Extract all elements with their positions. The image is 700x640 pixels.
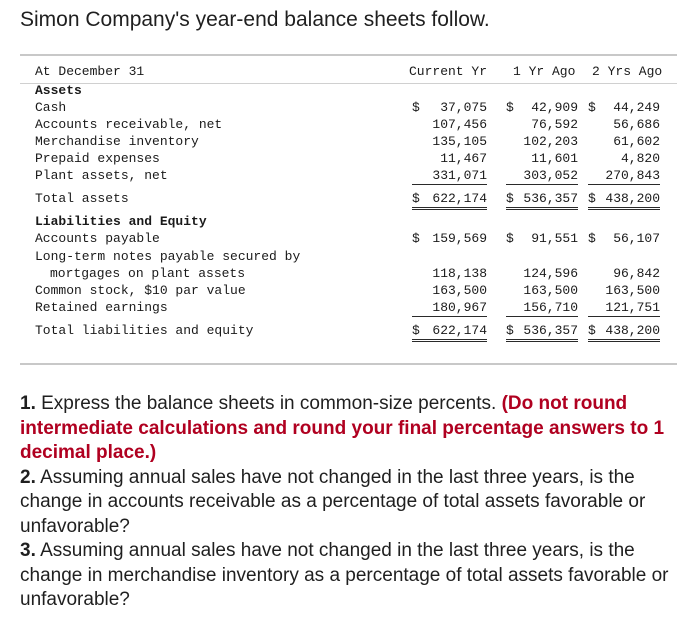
value-2yr: 56,686 xyxy=(613,117,660,132)
question-number: 1. xyxy=(20,393,36,414)
question-number: 3. xyxy=(20,540,36,561)
currency-sign: $ xyxy=(588,191,596,206)
question-text: Assuming annual sales have not changed in the last three years, is the change in merchandise inventory as a percentage of total assets favorable or unfavorable? xyxy=(20,540,669,610)
value-1yr: $ 91,551 xyxy=(506,231,578,246)
value-1yr: 11,601 xyxy=(531,151,578,166)
currency-sign: $ xyxy=(412,191,420,206)
question-text: Assuming annual sales have not changed in the last three years, is the change in accounts receivable as a percentage of total assets favorable or unfavorable? xyxy=(20,466,646,537)
value-2yr: 121,751 xyxy=(588,299,660,317)
liabilities-heading-row xyxy=(20,213,677,230)
assets-heading: Assets xyxy=(35,83,82,98)
balance-sheet-table xyxy=(20,54,677,365)
header-current-yr: Current Yr xyxy=(409,64,488,79)
currency-sign: $ xyxy=(506,231,514,246)
value-1yr: $ 536,357 xyxy=(506,190,578,210)
row-label: Long-term notes payable secured by xyxy=(35,249,301,264)
currency-sign: $ xyxy=(588,100,596,115)
value-1yr: $ 536,357 xyxy=(506,322,578,342)
value-current: $ 159,569 xyxy=(412,231,487,246)
value-2yr: $ 438,200 xyxy=(588,322,660,342)
header-2yrs-ago: 2 Yrs Ago xyxy=(592,64,663,79)
row-label: Common stock, $10 par value xyxy=(35,283,246,298)
question-text: Express the balance sheets in common-size percents. xyxy=(35,393,502,414)
currency-sign: $ xyxy=(506,191,514,206)
value-current: $ 622,174 xyxy=(412,190,487,210)
value-current: 107,456 xyxy=(432,117,487,132)
table-row xyxy=(20,99,677,116)
table-row xyxy=(20,265,677,282)
row-label: Accounts receivable, net xyxy=(35,117,223,132)
value-1yr: 163,500 xyxy=(523,283,578,298)
value-2yr: $ 438,200 xyxy=(588,190,660,210)
table-row xyxy=(20,150,677,167)
currency-sign: $ xyxy=(506,100,514,115)
question-number: 2. xyxy=(20,466,36,488)
page-heading: Simon Company's year-end balance sheets follow. xyxy=(20,8,490,31)
row-label: Total assets xyxy=(35,191,129,206)
header-date: At December 31 xyxy=(35,64,145,79)
row-label: Cash xyxy=(35,100,67,115)
value-2yr: $ 56,107 xyxy=(588,231,660,246)
row-label: Total liabilities and equity xyxy=(35,323,254,338)
questions-block xyxy=(20,392,688,613)
table-row xyxy=(20,116,677,133)
value-current: 163,500 xyxy=(432,283,487,298)
value-2yr: $ 44,249 xyxy=(588,100,660,115)
header-1yr-ago: 1 Yr Ago xyxy=(513,64,576,79)
question-3 xyxy=(20,539,688,613)
value-2yr: 61,602 xyxy=(613,134,660,149)
value-1yr: 303,052 xyxy=(506,167,578,185)
value-current: 11,467 xyxy=(440,151,487,166)
currency-sign: $ xyxy=(588,323,596,338)
question-1 xyxy=(20,392,688,466)
row-label: Accounts payable xyxy=(35,231,160,246)
row-label: Merchandise inventory xyxy=(35,134,199,149)
value-2yr: 270,843 xyxy=(588,167,660,185)
assets-heading-row xyxy=(20,82,677,99)
liabilities-heading: Liabilities and Equity xyxy=(35,214,207,229)
value-current: 135,105 xyxy=(432,134,487,149)
table-row xyxy=(20,167,677,184)
table-row xyxy=(20,248,677,265)
value-1yr: 102,203 xyxy=(523,134,578,149)
currency-sign: $ xyxy=(412,323,420,338)
total-liabilities-equity-row xyxy=(20,322,677,339)
value-current: $ 622,174 xyxy=(412,322,487,342)
currency-sign: $ xyxy=(412,100,420,115)
table-row xyxy=(20,133,677,150)
row-label: Prepaid expenses xyxy=(35,151,160,166)
value-1yr: 76,592 xyxy=(531,117,578,132)
table-header xyxy=(20,56,677,84)
value-2yr: 163,500 xyxy=(605,283,660,298)
value-1yr: 156,710 xyxy=(506,299,578,317)
row-label: Plant assets, net xyxy=(35,168,168,183)
total-assets-row xyxy=(20,190,677,207)
value-1yr: $ 42,909 xyxy=(506,100,578,115)
table-row xyxy=(20,230,677,247)
table-row xyxy=(20,299,677,316)
value-2yr: 96,842 xyxy=(613,266,660,281)
rounding-note: (Do not round intermediate calculations and round your final percentage answers to 1 decimal place.) xyxy=(20,393,665,463)
table-row xyxy=(20,282,677,299)
value-2yr: 4,820 xyxy=(620,151,660,166)
value-1yr: 124,596 xyxy=(523,266,578,281)
value-current: 180,967 xyxy=(412,299,487,317)
currency-sign: $ xyxy=(588,231,596,246)
currency-sign: $ xyxy=(506,323,514,338)
question-2 xyxy=(20,466,688,540)
row-label: Retained earnings xyxy=(35,300,168,315)
value-current: 331,071 xyxy=(412,167,487,185)
row-label-continued: mortgages on plant assets xyxy=(50,266,246,281)
value-current: 118,138 xyxy=(432,266,487,281)
value-current: $ 37,075 xyxy=(412,100,487,115)
currency-sign: $ xyxy=(412,231,420,246)
